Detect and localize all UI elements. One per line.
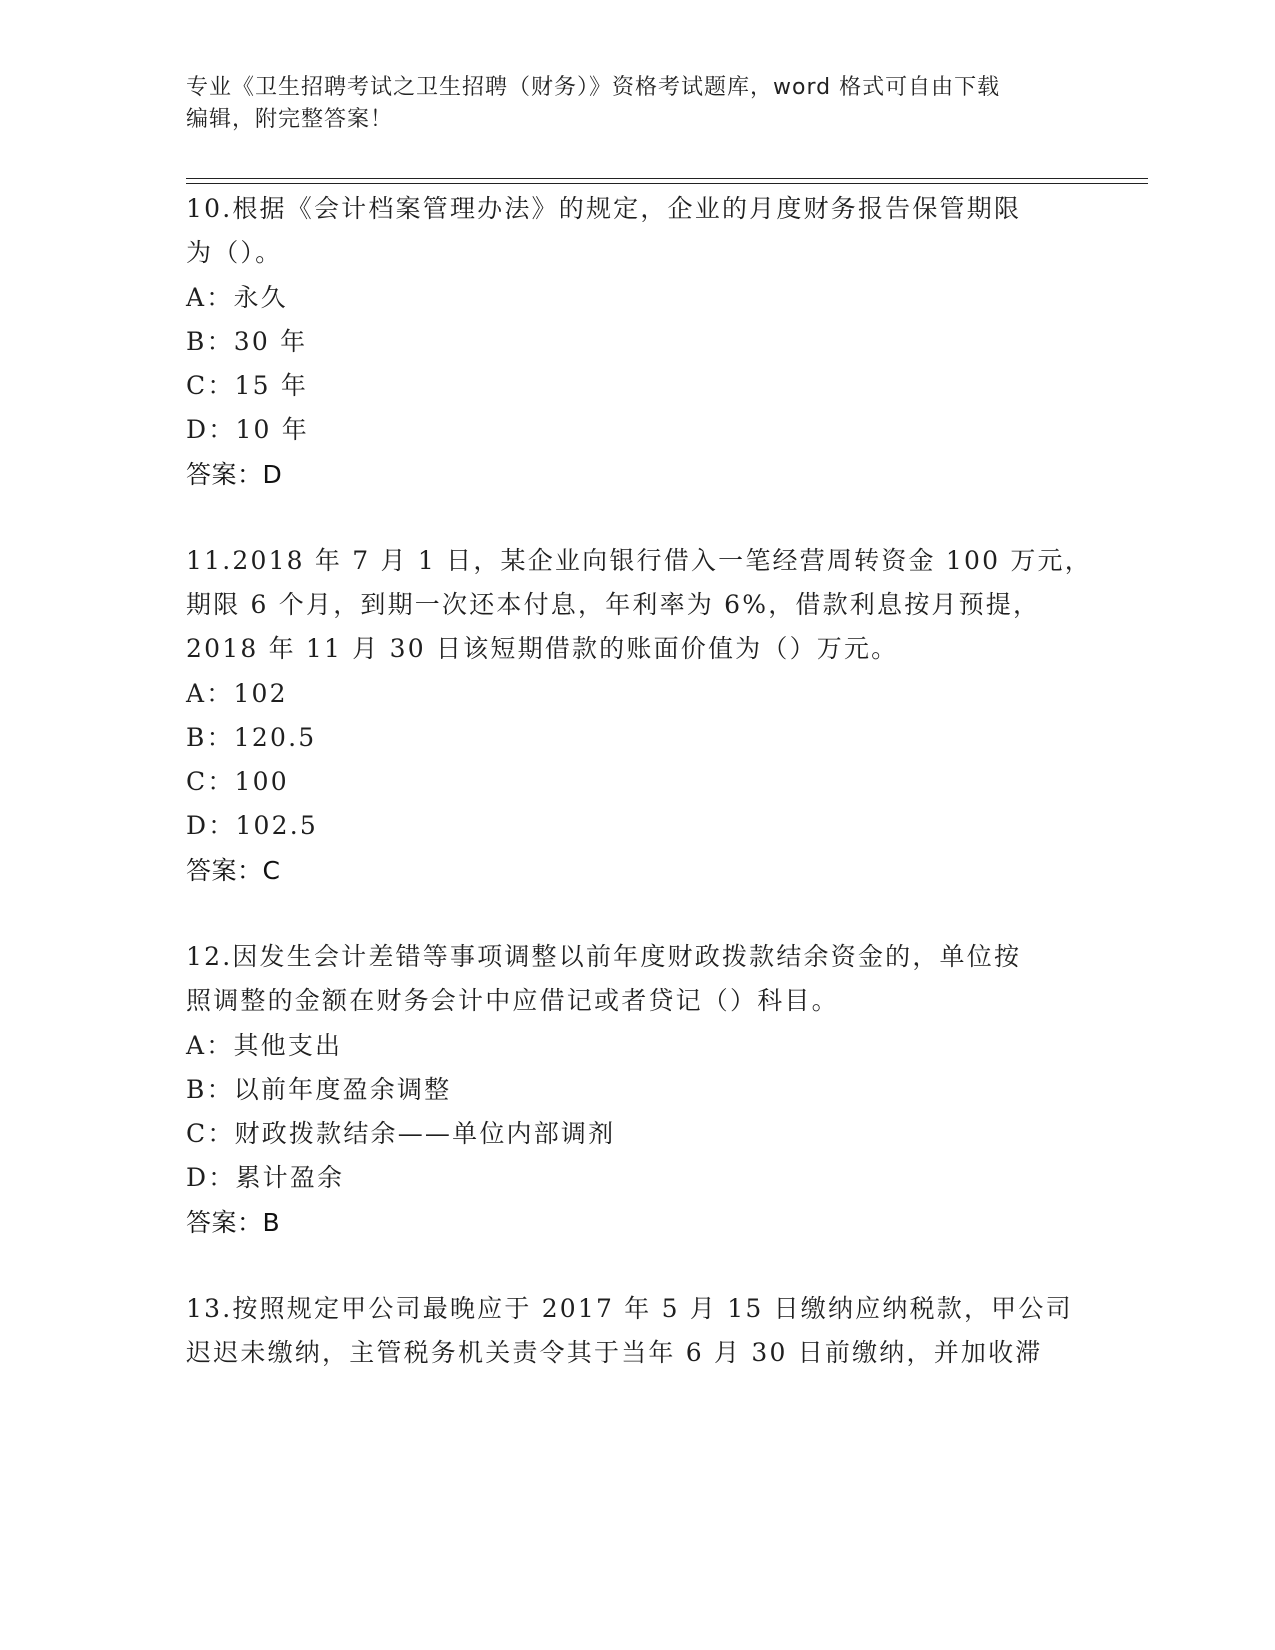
option-b: B：30 年 — [186, 327, 308, 356]
answer-line: 答案：D — [186, 460, 283, 489]
option-d: D：102.5 — [186, 811, 319, 840]
header-line-1: 专业《卫生招聘考试之卫生招聘（财务）》资格考试题库，word 格式可自由下载 — [186, 75, 1001, 100]
option-c: C：15 年 — [186, 371, 309, 400]
question-stem-line: 2018 年 11 月 30 日该短期借款的账面价值为（）万元。 — [186, 634, 899, 663]
header-divider-top — [186, 178, 1148, 179]
question-stem-line: 照调整的金额在财务会计中应借记或者贷记（）科目。 — [186, 986, 839, 1015]
option-a: A：永久 — [186, 283, 288, 312]
option-c: C：100 — [186, 767, 289, 796]
question-stem-line: 13.按照规定甲公司最晚应于 2017 年 5 月 15 日缴纳应纳税款，甲公司 — [186, 1294, 1073, 1323]
answer-line: 答案：C — [186, 856, 281, 885]
header-divider-bottom — [186, 183, 1148, 184]
option-a: A：其他支出 — [186, 1031, 343, 1060]
document-header — [186, 72, 1066, 136]
option-a: A：102 — [186, 679, 288, 708]
question-stem-line: 11.2018 年 7 月 1 日，某企业向银行借入一笔经营周转资金 100 万元， — [186, 546, 1092, 575]
answer-line: 答案：B — [186, 1208, 281, 1237]
header-line-2: 编辑，附完整答案！ — [186, 107, 394, 132]
option-d: D：10 年 — [186, 415, 310, 444]
question-stem-line: 期限 6 个月，到期一次还本付息，年利率为 6%，借款利息按月预提， — [186, 590, 1041, 619]
question-stem-line: 为（）。 — [186, 238, 283, 267]
question-stem-line: 10.根据《会计档案管理办法》的规定，企业的月度财务报告保管期限 — [186, 194, 1022, 223]
option-b: B：以前年度盈余调整 — [186, 1075, 452, 1104]
option-d: D：累计盈余 — [186, 1163, 345, 1192]
question-stem-line: 12.因发生会计差错等事项调整以前年度财政拨款结余资金的，单位按 — [186, 942, 1022, 971]
option-c: C：财政拨款结余——单位内部调剂 — [186, 1119, 616, 1148]
question-stem-line: 迟迟未缴纳，主管税务机关责令其于当年 6 月 30 日前缴纳，并加收滞 — [186, 1338, 1043, 1367]
option-b: B：120.5 — [186, 723, 317, 752]
